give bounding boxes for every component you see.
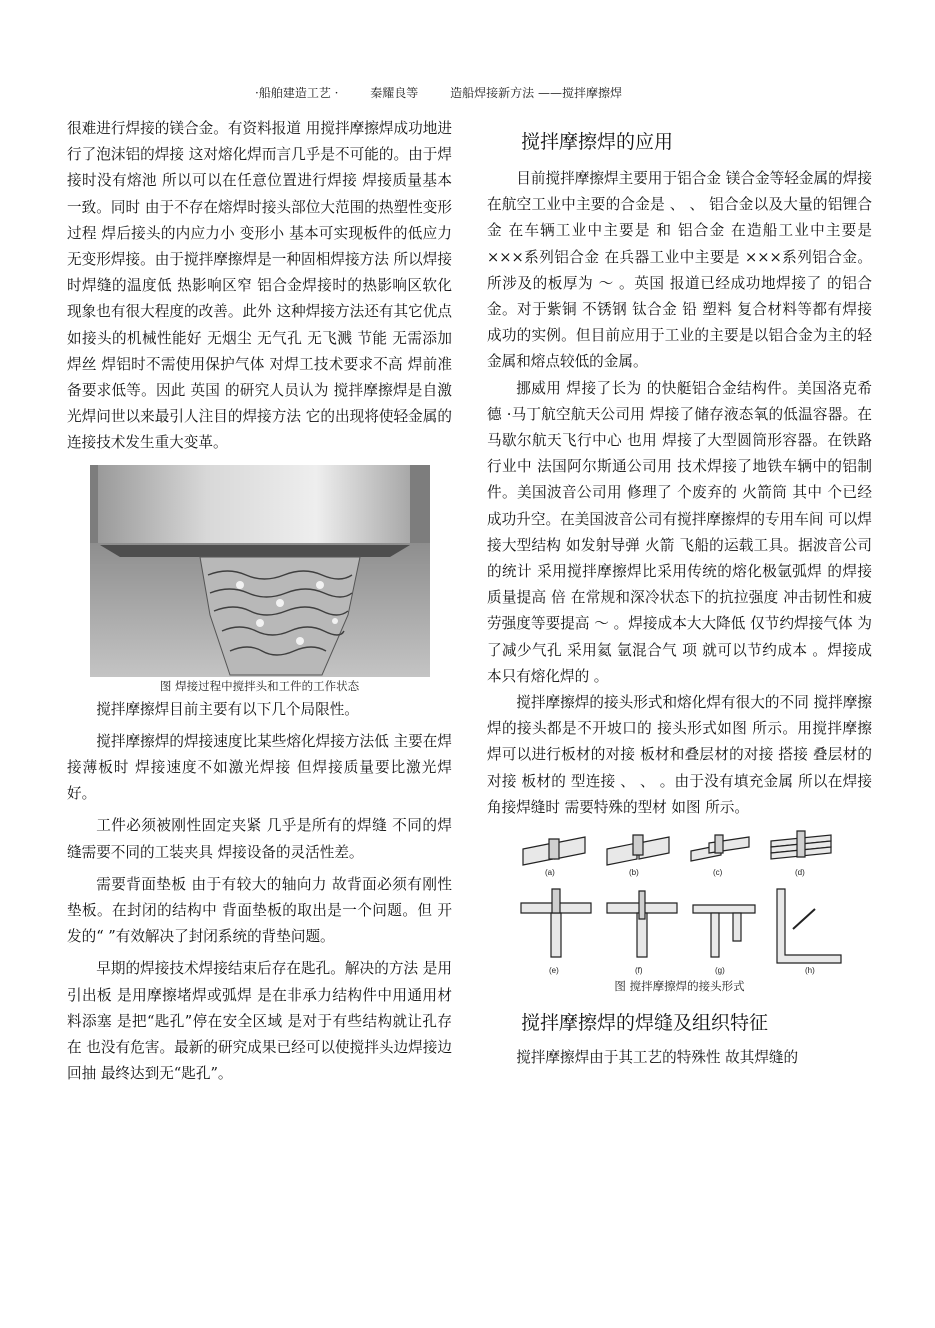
joint-forms-diagram xyxy=(515,829,845,977)
right-paragraph-1: 目前搅拌摩擦焊主要用于铝合金 镁合金等轻金属的焊接 在航空工业中主要的合金是 、 、 铝合金以及大量的铝锂合金 在车辆工业中主要是 和 铝合金 在造船工业中主要是 ×××系列铝合金 在兵器工业中主要是 ×××系列铝合金。所涉及的板厚为 ～ 。英国 报道已经成功地焊接了 的铝合金。对于紫铜 不锈钢 钛合金 铅 塑料 复合材料等都有焊接成功的实例。但目前应用于工业的主要是以铝合金为主的轻金属和熔点较低的金属。 xyxy=(487,170,872,371)
left-column xyxy=(67,116,452,1087)
figure-1 xyxy=(67,465,452,695)
section-heading-application: 搅拌摩擦焊的应用 xyxy=(521,131,674,153)
section-heading-weld-features: 搅拌摩擦焊的焊缝及组织特征 xyxy=(521,1012,769,1035)
figure-1-caption: 图 焊接过程中搅拌头和工件的工作状态 xyxy=(159,678,360,693)
joint-label-b: (b) xyxy=(628,868,639,878)
left-paragraph-4: 工件必须被刚性固定夹紧 几乎是所有的焊缝 不同的焊缝需要不同的工装夹具 焊接设备的灵活性差。 xyxy=(67,817,452,861)
joint-label-g: (g) xyxy=(714,966,725,976)
left-paragraph-1: 很难进行焊接的镁合金。有资料报道 用搅拌摩擦焊成功地进行了泡沫铝的焊接 这对熔化焊而言几乎是不可能的。由于焊接时没有熔池 所以可以在任意位置进行焊接 焊接质量基本一致。同时 由于不存在熔焊时接头部位大范围的热塑性变形过程 焊后接头的内应力小 变形小 基本可实现板件的低应力无变形焊接。由于搅拌摩擦焊是一种固相焊接方法 所以焊接时焊缝的温度低 热影响区窄 铝合金焊接时的热影响区软化现象也有很大程度的改善。此外 这种焊接方法还有其它优点 如接头的机械性能好 无烟尘 无气孔 无飞溅 节能 无需添加焊丝 焊铝时不需使用保护气体 对焊工技术要求不高 焊前准备要求低等。因此 英国 的研究人员认为 搅拌摩擦焊是自激光焊问世以来最引人注目的焊接方法 它的出现将使轻金属的连接技术发生重大变革。 xyxy=(67,120,452,452)
header-authors: 秦耀良等 xyxy=(370,86,419,100)
right-column xyxy=(487,126,872,1071)
joint-label-d: (d) xyxy=(794,868,805,878)
header-title: 造船焊接新方法 ——搅拌摩擦焊 xyxy=(450,86,622,100)
header-section: ·船舶建造工艺 · xyxy=(255,86,339,100)
running-header xyxy=(255,84,715,101)
tool-workpiece-photo xyxy=(90,465,430,677)
right-paragraph-3: 搅拌摩擦焊的接头形式和熔化焊有很大的不同 搅拌摩擦焊的接头都是不开坡口的 接头形式如图 所示。用搅拌摩擦焊可以进行板材的对接 板材和叠层材的对接 搭接 叠层材的对接 板材的 型连接 、 、 。由于没有填充金属 所以在焊接角接焊缝时 需要特殊的型材 如图 所示。 xyxy=(487,694,872,816)
right-paragraph-2: 挪威用 焊接了长为 的快艇铝合金结构件。美国洛克希德 ·马丁航空航天公司用 焊接了储存液态氧的低温容器。在马歇尔航天飞行中心 也用 焊接了大型圆筒形容器。在铁路行业中 法国阿尔斯通公司用 技术焊接了地铁车辆中的铝制件。美国波音公司用 修理了 个废弃的 火箭筒 其中 个已经成功升空。在美国波音公司有搅拌摩擦焊的专用车间 可以焊接大型结构 如发射导弹 火箭 飞船的运载工具。据波音公司的统计 采用搅拌摩擦焊比采用传统的熔化极氩弧焊 的焊接质量提高 倍 在常规和深冷状态下的抗拉强度 冲击韧性和疲劳强度等要提高 ～ 。焊接成本大大降低 仅节约焊接气体 为了减少气孔 采用氦 氩混合气 项 就可以节约成本 。焊接成本只有熔化焊的 。 xyxy=(487,379,872,685)
left-paragraph-5: 需要背面垫板 由于有较大的轴向力 故背面必须有刚性垫板。在封闭的结构中 背面垫板的取出是一个问题。但 开发的“ ”有效解决了封闭系统的背垫问题。 xyxy=(67,875,452,946)
joint-label-f: (f) xyxy=(634,966,643,976)
figure-2-caption: 图 搅拌摩擦焊的接头形式 xyxy=(614,979,745,994)
left-paragraph-2: 搅拌摩擦焊目前主要有以下几个局限性。 xyxy=(96,700,359,718)
left-paragraph-6: 早期的焊接技术焊接结束后存在匙孔。解决的方法 是用引出板 是用摩擦堵焊或弧焊 是在非承力结构件中用通用材料添塞 是把“匙孔”停在安全区域 是对于有些结构就让孔存在 也没有危害。最新的研究成果已经可以使搅拌头边焊接边回抽 最终达到无“匙孔”。 xyxy=(67,960,452,1083)
joint-label-c: (c) xyxy=(712,868,722,878)
joint-label-a: (a) xyxy=(544,868,555,878)
joint-label-e: (e) xyxy=(548,966,559,976)
joint-label-h: (h) xyxy=(804,966,815,976)
figure-2 xyxy=(487,829,872,995)
right-paragraph-4: 搅拌摩擦焊由于其工艺的特殊性 故其焊缝的 xyxy=(516,1049,799,1067)
left-paragraph-3: 搅拌摩擦焊的焊接速度比某些熔化焊接方法低 主要在焊接薄板时 焊接速度不如激光焊接 但焊接质量要比激光焊好。 xyxy=(67,732,452,803)
